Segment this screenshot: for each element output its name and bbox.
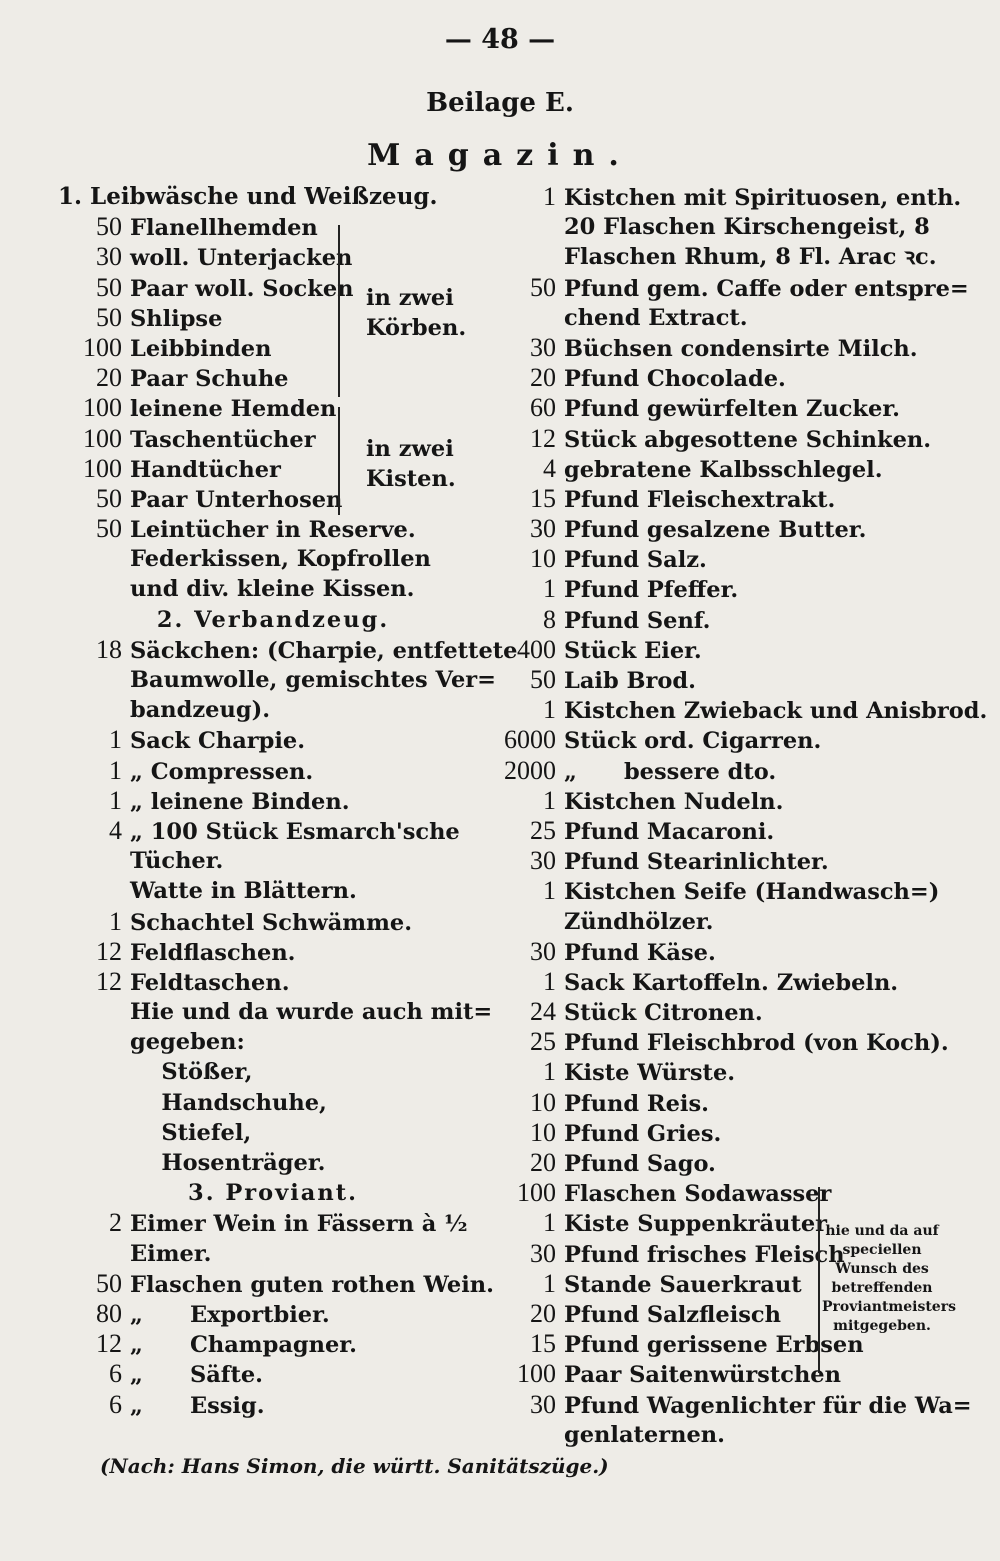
list-item (500, 303, 950, 333)
item-quantity: 18 (96, 634, 122, 664)
item-text: Pfund Pfeffer. (564, 577, 739, 604)
item-text: „ bessere dto. (564, 758, 777, 785)
item-text: Pfund Gries. (564, 1120, 722, 1147)
list-item (58, 1329, 488, 1359)
list-item (500, 454, 950, 484)
item-quantity: 20 (96, 363, 122, 393)
item-text: Watte in Blättern. (130, 878, 357, 905)
list-item (58, 665, 496, 695)
list-item (58, 1208, 488, 1238)
list-item (58, 182, 488, 212)
item-quantity: 100 (83, 393, 122, 423)
item-text: Pfund gewürfelten Zucker. (564, 396, 900, 423)
item-text: Flanellhemden (130, 215, 318, 242)
list-item (500, 725, 950, 755)
list-item (500, 1389, 972, 1420)
item-text: und div. kleine Kissen. (130, 576, 415, 603)
item-text: „ Compressen. (130, 758, 314, 785)
item-text: Pfund Salz. (564, 547, 707, 574)
item-text: Flaschen Sodawasser (564, 1181, 832, 1208)
item-quantity: 100 (517, 1359, 556, 1389)
item-text: Hie und da wurde auch mit= (130, 999, 493, 1026)
list-item (58, 756, 488, 786)
list-item (500, 1088, 950, 1118)
item-quantity: 12 (530, 423, 556, 453)
item-quantity: 8 (543, 604, 556, 634)
item-quantity: 2 (109, 1208, 122, 1238)
item-text: Pfund Fleischbrod (von Koch). (564, 1030, 949, 1057)
item-text: Pfund gesalzene Butter. (564, 517, 867, 544)
item-quantity: 24 (530, 997, 556, 1027)
item-quantity: 25 (530, 815, 556, 845)
item-quantity: 10 (530, 544, 556, 574)
list-item (500, 695, 988, 725)
brace-baskets-line2: Körben. (366, 315, 467, 341)
brace-chests-line1: in zwei (366, 436, 454, 462)
item-text: 20 Flaschen Kirschengeist, 8 (564, 214, 930, 241)
list-item (500, 967, 950, 997)
item-text: bandzeug). (130, 697, 271, 724)
list-item (58, 1088, 488, 1118)
item-text: Pfund Reis. (564, 1090, 709, 1117)
item-quantity: 15 (530, 483, 556, 513)
item-quantity: 30 (530, 1238, 556, 1268)
item-text: Kistchen Nudeln. (564, 788, 784, 815)
item-quantity: 4 (109, 815, 122, 845)
left-column (58, 182, 518, 1420)
list-item (500, 212, 950, 242)
item-text: „ Exportbier. (130, 1301, 330, 1328)
list-item (500, 272, 969, 303)
brace-baskets (338, 225, 346, 397)
item-quantity: 100 (83, 423, 122, 453)
list-item (58, 816, 488, 846)
item-text: chend Extract. (564, 304, 748, 331)
list-item (500, 876, 950, 906)
item-quantity: 12 (96, 936, 122, 966)
item-quantity: 50 (96, 1268, 122, 1298)
item-text: Pfund Fleischextrakt. (564, 486, 836, 513)
list-item (58, 1390, 488, 1420)
item-text: Sack Charpie. (130, 728, 306, 755)
item-quantity: 1 (543, 182, 556, 211)
list-item (58, 363, 488, 393)
list-item (58, 997, 493, 1027)
item-text: Kiste Suppenkräuter (564, 1211, 828, 1238)
item-quantity: 12 (96, 966, 122, 996)
item-quantity: 30 (530, 846, 556, 876)
item-text: Pfund Senf. (564, 607, 711, 634)
item-text: 1. Leibwäsche und Weißzeug. (58, 183, 438, 210)
item-text: Pfund Stearinlichter. (564, 849, 829, 876)
item-quantity: 1 (543, 785, 556, 815)
list-item (500, 424, 950, 454)
item-quantity: 20 (530, 1148, 556, 1177)
item-text: genlaternen. (564, 1421, 725, 1448)
list-item (500, 363, 950, 393)
brace-chests-line2: Kisten. (366, 466, 456, 492)
item-text: Zündhölzer. (564, 908, 714, 935)
item-text: woll. Unterjacken (130, 245, 353, 272)
item-quantity: 6 (109, 1389, 122, 1419)
item-text: „ Champagner. (130, 1332, 357, 1359)
list-item (500, 242, 950, 272)
list-item (500, 393, 950, 423)
page-number: — 48 — (444, 24, 556, 55)
item-text: Shlipse (130, 305, 223, 332)
item-quantity: 1 (543, 876, 556, 906)
list-item (500, 937, 950, 967)
list-item (58, 1118, 488, 1148)
item-text: Säckchen: (Charpie, entfettete (130, 637, 518, 664)
source-citation: (Nach: Hans Simon, die württ. Sanitätszüge.) (100, 1454, 609, 1478)
item-quantity: 10 (530, 1117, 556, 1147)
item-text: Pfund Sago. (564, 1151, 716, 1177)
item-text: Paar Schuhe (130, 366, 289, 393)
list-item (500, 1118, 950, 1148)
item-quantity: 50 (96, 302, 122, 332)
item-quantity: 30 (530, 1389, 556, 1419)
item-quantity: 4 (543, 453, 556, 483)
list-item (500, 907, 950, 937)
list-item (500, 756, 950, 786)
list-item (58, 1268, 494, 1299)
item-quantity: 10 (530, 1087, 556, 1117)
list-item (58, 514, 488, 544)
list-item (500, 1148, 950, 1178)
item-quantity: 30 (530, 514, 556, 544)
item-quantity: 25 (530, 1027, 556, 1057)
list-item (58, 907, 488, 937)
list-item (58, 212, 488, 242)
item-text: Pfund Macaroni. (564, 818, 775, 845)
item-quantity: 20 (530, 1298, 556, 1328)
list-item (500, 1057, 950, 1087)
item-text: Hosenträger. (130, 1150, 326, 1176)
item-quantity: 50 (96, 514, 122, 544)
item-text: Feldflaschen. (130, 939, 296, 966)
item-text: Pfund Chocolade. (564, 366, 786, 393)
item-text: Eimer. (130, 1240, 212, 1267)
item-quantity: 50 (96, 212, 122, 242)
item-quantity: 50 (96, 272, 122, 302)
item-quantity: 1 (109, 785, 122, 815)
item-quantity: 50 (530, 665, 556, 694)
list-item (500, 484, 950, 514)
item-text: Kistchen Zwieback und Anisbrod. (564, 698, 988, 725)
item-text: Flaschen Rhum, 8 Fl. Arac ꝛc. (564, 244, 937, 271)
list-item (58, 695, 488, 725)
item-text: „ leinene Binden. (130, 788, 350, 815)
item-text: Paar woll. Socken (130, 275, 354, 302)
item-text: Baumwolle, gemischtes Ver= (130, 667, 496, 693)
item-text: Laib Brod. (564, 668, 696, 694)
item-text: Feldtaschen. (130, 969, 290, 996)
item-quantity: 1 (543, 695, 556, 725)
item-text: Tücher. (130, 848, 224, 875)
brace-baskets-line1: in zwei (366, 285, 454, 311)
list-item (500, 846, 950, 876)
brace-special (812, 1187, 820, 1373)
item-quantity: 100 (517, 1178, 556, 1208)
item-text: „ Essig. (130, 1392, 265, 1419)
item-text: Federkissen, Kopfrollen (130, 546, 431, 573)
item-text: Paar Unterhosen (130, 486, 343, 513)
list-item (58, 1359, 488, 1389)
brace-chests-label (366, 434, 456, 494)
item-quantity: 80 (96, 1298, 122, 1328)
list-item (58, 634, 518, 665)
item-quantity: 1 (543, 966, 556, 996)
list-item (500, 997, 950, 1027)
item-quantity: 30 (530, 332, 556, 362)
item-quantity: 2000 (504, 755, 556, 785)
item-quantity: 60 (530, 393, 556, 423)
item-quantity: 1 (543, 1208, 556, 1238)
list-item (58, 574, 488, 604)
list-item (58, 393, 488, 423)
item-quantity: 30 (530, 936, 556, 966)
item-text: Leibbinden (130, 335, 272, 362)
item-text: „ Säfte. (130, 1362, 263, 1389)
list-item (58, 786, 488, 816)
item-quantity: 400 (517, 634, 556, 664)
list-item (58, 725, 488, 755)
item-quantity: 50 (530, 272, 556, 302)
item-quantity: 6000 (504, 725, 556, 755)
item-text: Stiefel, (130, 1119, 252, 1146)
list-item (500, 1359, 950, 1389)
list-item (58, 1027, 488, 1057)
item-quantity: 1 (543, 1268, 556, 1298)
brace-chests (338, 407, 346, 515)
item-text: Stück abgesottene Schinken. (564, 426, 932, 453)
special-request-note: hie und da auf speciellen Wunsch des betreffenden Proviantmeisters mitgegeben. (822, 1223, 956, 1334)
list-item (500, 786, 950, 816)
list-item (500, 574, 950, 604)
list-item (58, 242, 488, 272)
item-text: Stück Eier. (564, 637, 702, 664)
item-text: gegeben: (130, 1029, 245, 1056)
list-item (58, 937, 488, 967)
item-quantity: 1 (109, 725, 122, 755)
item-text: Pfund Wagenlichter für die Wa= (564, 1392, 972, 1419)
list-item (500, 635, 950, 665)
list-item (500, 333, 950, 363)
list-item (500, 1027, 950, 1057)
item-text: Sack Kartoffeln. Zwiebeln. (564, 969, 899, 996)
item-text: Eimer Wein in Fässern à ½ (130, 1211, 468, 1238)
item-quantity: 20 (530, 363, 556, 393)
list-item (58, 1299, 488, 1329)
item-text: Kiste Würste. (564, 1060, 736, 1087)
item-text: gebratene Kalbsschlegel. (564, 456, 883, 483)
list-item (500, 182, 962, 212)
item-text: Handtücher (130, 456, 281, 483)
item-text: Stück ord. Cigarren. (564, 728, 822, 755)
item-text: Kistchen Seife (Handwasch=) (564, 879, 940, 906)
list-item (58, 1148, 488, 1178)
item-quantity: 100 (83, 332, 122, 362)
item-text: Pfund gem. Caffe oder entspre= (564, 275, 969, 302)
item-text: Stück Citronen. (564, 1000, 763, 1027)
item-text: „ 100 Stück Esmarch'sche (130, 818, 460, 845)
item-text: Schachtel Schwämme. (130, 909, 413, 936)
item-text: Leintücher in Reserve. (130, 517, 416, 544)
item-text: Stande Sauerkraut (564, 1271, 802, 1298)
list-item (500, 1178, 950, 1208)
page-title: Magazin. (367, 138, 633, 173)
item-text: Paar Saitenwürstchen (564, 1362, 841, 1389)
list-item (58, 967, 488, 997)
item-text: Büchsen condensirte Milch. (564, 335, 918, 362)
list-item (500, 816, 950, 846)
item-quantity: 100 (83, 453, 122, 483)
item-text: leinene Hemden (130, 396, 337, 423)
item-text: Pfund Käse. (564, 939, 716, 966)
appendix-label: Beilage E. (426, 88, 574, 118)
item-quantity: 1 (543, 574, 556, 604)
item-text: Pfund Salzfleisch (564, 1301, 781, 1328)
item-quantity: 1 (109, 906, 122, 936)
section-heading: 3. Proviant. (188, 1180, 358, 1207)
list-item (500, 1420, 950, 1450)
item-text: Stößer, (130, 1059, 253, 1086)
item-text: Taschentücher (130, 426, 316, 453)
item-quantity: 50 (96, 483, 122, 513)
list-item (58, 1057, 488, 1087)
item-quantity: 1 (109, 755, 122, 785)
item-quantity: 6 (109, 1359, 122, 1389)
list-item (58, 1239, 488, 1269)
list-item (500, 665, 950, 695)
section-heading: 2. Verbandzeug. (156, 606, 390, 633)
item-text: Handschuhe, (130, 1089, 327, 1116)
list-item (500, 514, 950, 544)
list-item (58, 846, 488, 876)
item-quantity: 15 (530, 1329, 556, 1359)
item-text: Pfund gerissene Erbsen (564, 1332, 864, 1359)
list-item (58, 1178, 488, 1208)
list-item (500, 605, 950, 635)
item-quantity: 30 (96, 242, 122, 272)
list-item (58, 876, 488, 906)
list-item (58, 544, 488, 574)
list-item (500, 544, 950, 574)
item-text: Flaschen guten rothen Wein. (130, 1271, 494, 1298)
list-item (58, 605, 488, 635)
item-text: Kistchen mit Spirituosen, enth. (564, 185, 962, 211)
brace-baskets-label (366, 283, 466, 343)
item-quantity: 12 (96, 1329, 122, 1359)
item-quantity: 1 (543, 1057, 556, 1087)
item-text: Pfund frisches Fleisch (564, 1241, 845, 1268)
